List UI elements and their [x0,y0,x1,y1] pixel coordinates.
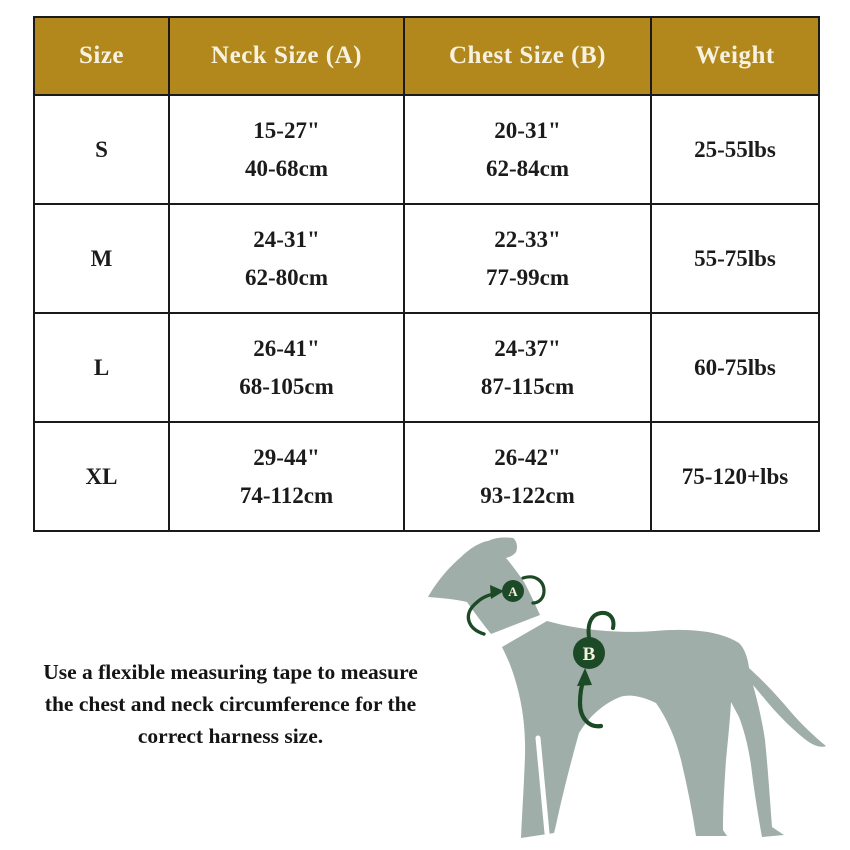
cell-neck [169,313,404,422]
cell-weight: 55-75lbs [651,204,819,313]
dog-head-neck-silhouette [428,537,540,634]
measuring-instruction [18,656,443,752]
cell-weight: 25-55lbs [651,95,819,204]
instruction-line: the chest and neck circumference for the [44,692,417,716]
neck-inches: 29-44" [253,444,320,470]
dog-measurement-diagram [390,535,850,850]
neck-cm: 68-105cm [239,373,334,399]
chest-inches: 24-37" [494,335,561,361]
chest-cm: 77-99cm [485,264,570,290]
neck-inches: 15-27" [253,117,320,143]
chest-inches: 26-42" [494,444,561,470]
cell-neck [169,95,404,204]
neck-cm: 62-80cm [244,264,329,290]
instruction-line: Use a flexible measuring tape to measure [43,660,418,684]
cell-chest [404,422,651,531]
chest-marker-label: B [582,644,596,665]
cell-size: XL [34,422,169,531]
chest-inches: 20-31" [494,117,561,143]
cell-size: M [34,204,169,313]
neck-cm: 74-112cm [239,482,334,508]
size-chart-table [33,16,820,532]
cell-size: L [34,313,169,422]
dog-diagram-svg [390,535,850,850]
cell-size: S [34,95,169,204]
cell-chest [404,313,651,422]
neck-inches: 24-31" [253,226,320,252]
table-row-s [34,95,819,204]
chest-inches: 22-33" [494,226,561,252]
chest-cm: 62-84cm [485,155,570,181]
chest-cm: 93-122cm [480,482,575,508]
column-header-weight: Weight [651,17,819,95]
column-header-size: Size [34,17,169,95]
column-header-neck: Neck Size (A) [169,17,404,95]
neck-inches: 26-41" [253,335,320,361]
header-row [34,17,819,95]
column-header-chest: Chest Size (B) [404,17,651,95]
table-row-l [34,313,819,422]
cell-neck [169,204,404,313]
table-row-m [34,204,819,313]
chest-cm: 87-115cm [480,373,575,399]
cell-chest [404,204,651,313]
table-row-xl [34,422,819,531]
cell-weight: 75-120+lbs [651,422,819,531]
cell-weight: 60-75lbs [651,313,819,422]
neck-marker-label: A [508,584,518,599]
cell-chest [404,95,651,204]
cell-neck [169,422,404,531]
instruction-line: correct harness size. [137,724,324,748]
neck-cm: 40-68cm [244,155,329,181]
dog-body-silhouette [502,621,826,838]
